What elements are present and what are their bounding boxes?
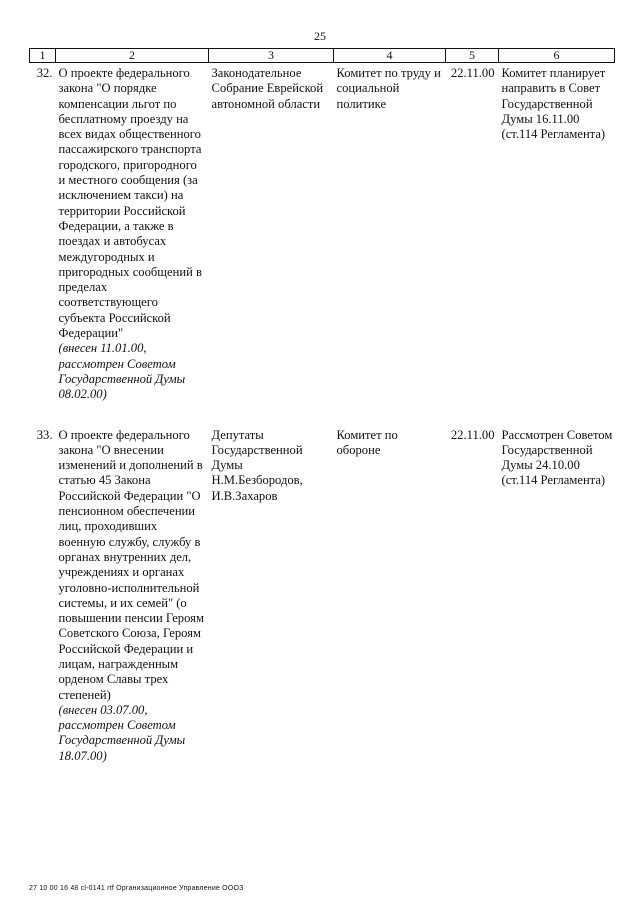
footer-text: 27 10 00 16 48 cl-0141 rtf Организационное Управление ОООЗ (29, 885, 244, 892)
row-number: 32. (36, 66, 53, 80)
bill-title: О проекте федерального закона "О порядке компенсации льгот по бесплатному проезду на всех видах общественного пассажирского транспорта городского, пригородного и местного сообщения (за исключением такси) на территории Российской Федерации, а также в поездах и автобусах междугородных и пригородных сообщений в пределах соответствующего субъекта Российской Федерации" (58, 66, 202, 341)
page-number: 25 (314, 29, 326, 43)
bill-cell (56, 63, 209, 403)
column-header-1: 1 (30, 49, 56, 63)
column-header-3: 3 (209, 49, 334, 63)
bill-note: (внесен 03.07.00, рассмотрен Советом Государственной Думы 18.07.00) (58, 702, 186, 763)
bill-cell (56, 425, 209, 765)
initiator: Депутаты Государственной Думы Н.М.Безбородов, И.В.Захаров (211, 427, 303, 503)
bills-table (29, 48, 615, 764)
status: Комитет планирует направить в Совет Государственной Думы 16.11.00 (ст.114 Регламента) (501, 66, 606, 142)
row-spacer (30, 403, 615, 425)
column-header-6: 6 (499, 49, 615, 63)
row-number: 33. (36, 427, 53, 442)
table-header-row (30, 49, 615, 63)
committee: Комитет по труду и социальной политике (336, 66, 441, 111)
column-header-5: 5 (446, 49, 499, 63)
status: Рассмотрен Советом Государственной Думы 24.10.00 (ст.114 Регламента) (501, 427, 613, 488)
column-header-4: 4 (334, 49, 446, 63)
initiator: Законодательное Собрание Еврейской автономной области (211, 66, 324, 111)
committee: Комитет по обороне (336, 427, 398, 457)
table-row (30, 63, 615, 403)
bill-title: О проекте федерального закона "О внесении изменений и дополнений в статью 45 Закона Российской Федерации "О пенсионном обеспечении лиц, проходивших военную службу, службу в органах внутренних дел, учреждениях и органах уголовно-исполнительной системы, и их семей" (о повышении пенсии Героям Советского Союза, Героям Российской Федерации и лицам, награжденным орденом Славы трех степеней) (58, 427, 204, 702)
column-header-2: 2 (56, 49, 209, 63)
date: 22.11.00 (450, 66, 495, 80)
table-row (30, 425, 615, 765)
bill-note: (внесен 11.01.00, рассмотрен Советом Государственной Думы 08.02.00) (58, 341, 186, 402)
date: 22.11.00 (450, 427, 495, 442)
